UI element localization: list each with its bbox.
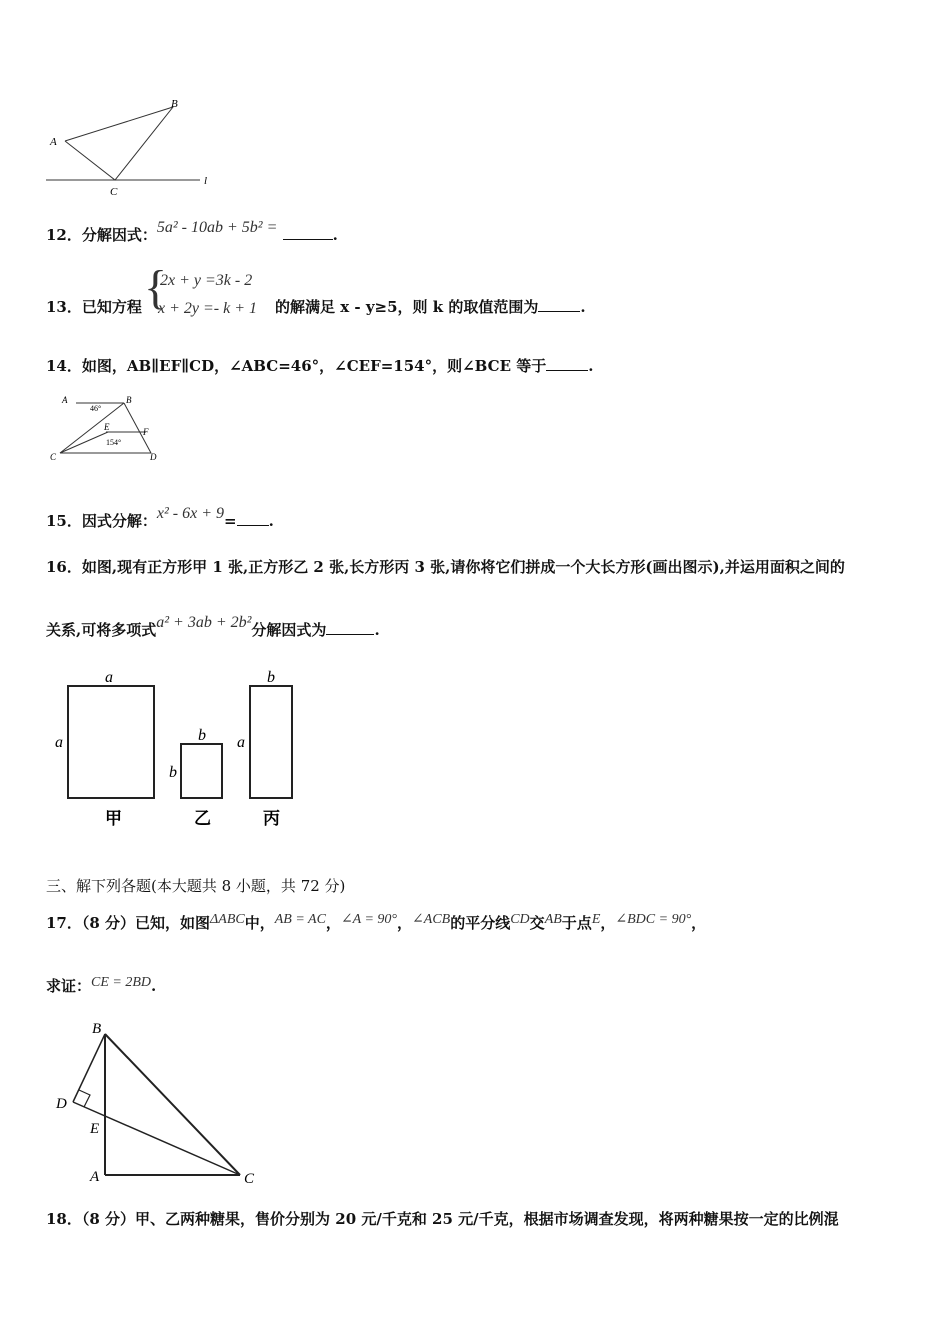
label-l: l (204, 175, 208, 187)
question-16-line-1 (46, 557, 845, 577)
q17-prove-expression: CE = 2BD (91, 975, 152, 990)
rect-bing-name: 丙 (263, 809, 280, 828)
q16-text-1: 16．如图,现有正方形甲 1 张,正方形乙 2 张,长方形丙 3 张,请你将它们拼成一个大长方形(画出图示),并运用面积之间的 (46, 558, 845, 576)
question-18 (46, 1209, 839, 1229)
question-12: 12．分解因式：5a² - 10ab + 5b² = . (46, 219, 338, 244)
square-jia-top-label: a (105, 669, 113, 686)
fig14-label-f: F (143, 427, 149, 437)
label-a: A (50, 136, 57, 148)
q13-prefix: 13．已知方程 (46, 298, 142, 316)
parallel-lines-figure (46, 392, 166, 467)
tiles-figure (50, 668, 310, 833)
label-c: C (110, 186, 118, 198)
square-yi (181, 744, 222, 798)
square-jia-name: 甲 (105, 809, 122, 828)
q15-answer-blank[interactable] (237, 511, 269, 526)
fig14-angle-154: 154° (106, 438, 122, 447)
right-triangle-figure (50, 1020, 270, 1190)
square-yi-side-label: b (169, 764, 177, 781)
fig17-label-c: C (244, 1171, 255, 1187)
q18-text: 18．（8 分）甲、乙两种糖果，售价分别为 20 元/千克和 25 元/千克，根据市场调查发现，将两种糖果按一定的比例混 (46, 1210, 839, 1228)
square-jia (68, 686, 154, 798)
q14-answer-blank[interactable] (546, 356, 588, 371)
section-3-title: 三、解下列各题(本大题共 8 小题，共 72 分) (46, 877, 346, 895)
fig14-label-b: B (126, 395, 132, 405)
question-13 (46, 297, 142, 317)
rect-bing-side-label: a (237, 734, 245, 751)
fig17-label-d: D (56, 1096, 67, 1112)
fig14-label-c: C (50, 452, 57, 462)
fig14-label-a: A (62, 395, 68, 405)
q16-answer-blank[interactable] (326, 620, 374, 635)
q16-expression: a² + 3ab + 2b² (156, 614, 252, 631)
q13-condition: 的解满足 x - y≥5，则 k 的取值范围为 (275, 298, 539, 316)
q16-text-2: 关系,可将多项式 (46, 621, 157, 639)
fig17-label-a: A (90, 1169, 100, 1185)
q14-text: 14．如图，AB∥EF∥CD，∠ABC=46°，∠CEF=154°，则∠BCE 等于 (46, 357, 547, 375)
system-brace: { (144, 261, 168, 314)
triangle-abc-line-figure (40, 95, 220, 200)
question-16-line-2: 关系,可将多项式a² + 3ab + 2b²分解因式为 . (46, 614, 380, 639)
square-yi-name: 乙 (194, 809, 211, 828)
fig14-label-d: D (150, 452, 157, 462)
fig17-label-b: B (92, 1021, 102, 1037)
q13-equation-2: x + 2y =- k + 1 (158, 300, 258, 317)
rect-bing (250, 686, 292, 798)
square-jia-side-label: a (55, 734, 63, 751)
label-b: B (171, 98, 178, 110)
q15-prefix: 15．因式分解： (46, 512, 157, 530)
fig14-angle-46: 46° (90, 404, 102, 413)
question-17: 17．（8 分）已知，如图ΔABC中，AB = AC，∠A = 90°，∠ACB的平分线CD交AB于点E，∠BDC = 90°， (46, 912, 707, 932)
q13-answer-blank[interactable] (538, 297, 580, 312)
question-15: 15．因式分解：x² - 6x + 9= . (46, 505, 274, 530)
question-14: 14．如图，AB∥EF∥CD，∠ABC=46°，∠CEF=154°，则∠BCE 等于 . (46, 357, 594, 375)
q13-equation-1: 2x + y =3k - 2 (160, 272, 253, 289)
q12-answer-blank[interactable] (283, 225, 333, 240)
q17-triangle: ΔABC (210, 912, 245, 927)
square-yi-top-label: b (198, 727, 206, 744)
q12-expression: 5a² - 10ab + 5b² = (156, 219, 278, 236)
q15-expression: x² - 6x + 9 (156, 505, 224, 522)
fig17-label-e: E (90, 1121, 100, 1137)
rect-bing-top-label: b (267, 669, 275, 686)
question-17-prove: 求证：CE = 2BD. (46, 975, 157, 995)
q12-prefix: 12．分解因式： (46, 226, 157, 244)
fig14-label-e: E (104, 422, 110, 432)
question-13-rest: 的解满足 x - y≥5，则 k 的取值范围为 . (275, 298, 586, 316)
